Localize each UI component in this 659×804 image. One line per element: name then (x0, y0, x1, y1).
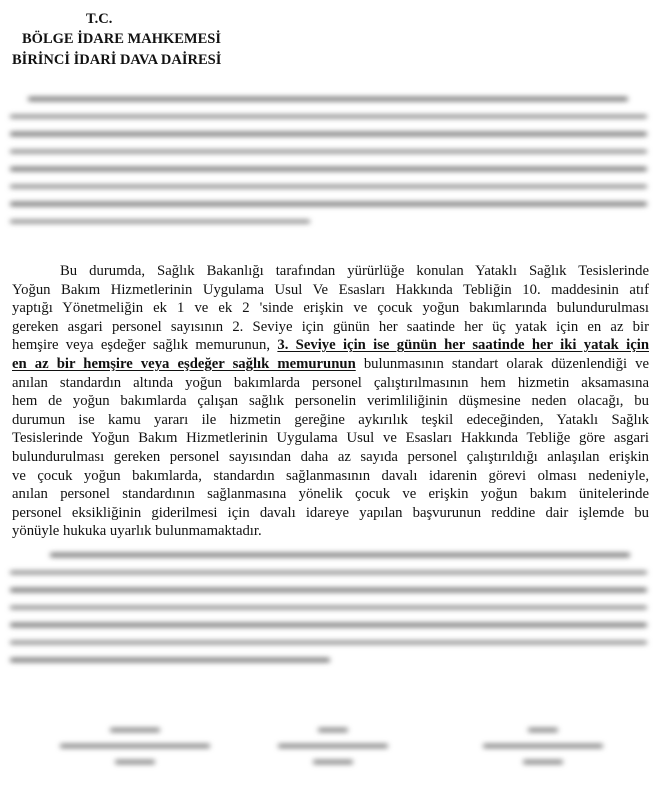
main-paragraph (12, 262, 649, 541)
paragraph-line: gereken asgari personel sayısının 2. Seviye için günün her saatinde her üç yatak için en az bir (12, 318, 649, 335)
paragraph-line: ve çocuk yoğun bakımlarda, standardın sağlanmasının davalı idarenin görevi olması nedeniyle, (12, 467, 649, 484)
signature-block-right (443, 716, 643, 776)
signature-block-left (35, 716, 235, 776)
paragraph-line (12, 336, 649, 355)
redacted-paragraph-bottom (10, 548, 647, 662)
signature-block-center (233, 716, 433, 776)
emphasized-text: en az bir hemşire veya eşdeğer sağlık memurunun (12, 355, 356, 372)
paragraph-line: yönüyle hukuka uyarlık bulunmamaktadır. (12, 523, 262, 540)
paragraph-line: Bu durumda, Sağlık Bakanlığı tarafından yürürlüğe konulan Yataklı Sağlık Tesislerinde (60, 263, 649, 279)
paragraph-line (12, 355, 649, 374)
paragraph-line: anılan standardın altında yoğun bakımlarda personel çalıştırılmasının hem hizmetin aksamasına (12, 374, 649, 391)
emphasized-text: 3. Seviye için ise günün her saatinde her iki yatak için (277, 337, 649, 354)
header-chamber-name: BİRİNCİ İDARİ DAVA DAİRESİ (12, 52, 222, 68)
paragraph-line: yaptığı Yönetmeliğin ek 1 ve ek 2 'sinde erişkin ve çocuk yoğun bakımlarında bulundurulması (12, 300, 649, 317)
line-text: hemşire veya eşdeğer sağlık memurunun, (12, 337, 278, 354)
line-text: bulunmasının standart olarak düzenlendiği ve (355, 355, 649, 372)
header-court-name: BÖLGE İDARE MAHKEMESİ (22, 31, 221, 47)
header-tc: T.C. (86, 11, 113, 27)
paragraph-line: anılan personel standardının sağlanmasına yönelik çocuk ve erişkin yoğun bakım ünitelerinde (12, 486, 649, 503)
redacted-paragraph-top (10, 92, 647, 223)
paragraph-line: Tesislerinde Yoğun Bakım Hizmetlerinin Uygulama Usul ve Esasları Hakkında Tebliğe göre asgari (12, 430, 649, 447)
paragraph-line: durumun ise kamu yararı ile hizmetin gereğine aykırılık teşkil edeceğinden, Yataklı Sağlık (12, 411, 649, 428)
paragraph-line: Yoğun Bakım Hizmetlerinin Uygulama Usul Ve Esasları Hakkında Tebliğin 10. maddesinin atıf (12, 281, 649, 298)
paragraph-line: bulundurulması gereken personel sayısından daha az sayıda personel çalıştırıldığı anlaşılan erişkin (12, 448, 649, 465)
paragraph-line: personel eksikliğinin giderilmesi için davalı idareye yapılan başvurunun reddine dair işlemde bu (12, 504, 649, 521)
paragraph-line: hem de yoğun bakımlarda çalışan sağlık personelin verimliliğinin düşmesine neden olacağı, bu (12, 393, 649, 410)
